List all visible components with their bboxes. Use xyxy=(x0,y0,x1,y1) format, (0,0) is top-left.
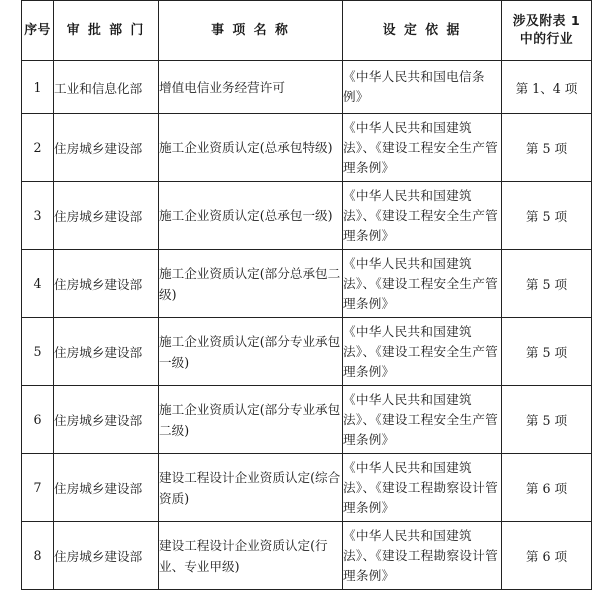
header-index: 序号 xyxy=(22,1,54,61)
row-item: 建设工程设计企业资质认定(综合资质) xyxy=(159,454,343,522)
table-row xyxy=(22,454,592,522)
table-row xyxy=(22,386,592,454)
row-industry: 第 6 项 xyxy=(502,522,592,590)
row-item: 施工企业资质认定(总承包一级) xyxy=(159,182,343,250)
header-basis: 设 定 依 据 xyxy=(343,1,502,61)
table-row xyxy=(22,61,592,114)
row-department: 住房城乡建设部 xyxy=(54,250,159,318)
row-basis: 《中华人民共和国建筑法》、《建设工程勘察设计管理条例》 xyxy=(343,522,502,590)
row-item: 施工企业资质认定(部分专业承包一级) xyxy=(159,318,343,386)
row-index: 7 xyxy=(22,454,54,522)
row-index: 6 xyxy=(22,386,54,454)
row-department: 工业和信息化部 xyxy=(54,61,159,114)
header-industry xyxy=(502,1,592,61)
row-basis: 《中华人民共和国建筑法》、《建设工程安全生产管理条例》 xyxy=(343,318,502,386)
row-index: 2 xyxy=(22,114,54,182)
row-item: 增值电信业务经营许可 xyxy=(159,61,343,114)
row-basis: 《中华人民共和国建筑法》、《建设工程安全生产管理条例》 xyxy=(343,114,502,182)
row-department: 住房城乡建设部 xyxy=(54,386,159,454)
row-basis: 《中华人民共和国建筑法》、《建设工程勘察设计管理条例》 xyxy=(343,454,502,522)
row-industry: 第 5 项 xyxy=(502,318,592,386)
row-department: 住房城乡建设部 xyxy=(54,454,159,522)
row-basis: 《中华人民共和国建筑法》、《建设工程安全生产管理条例》 xyxy=(343,182,502,250)
header-item: 事 项 名 称 xyxy=(159,1,343,61)
row-index: 4 xyxy=(22,250,54,318)
row-industry: 第 5 项 xyxy=(502,250,592,318)
row-item: 施工企业资质认定(总承包特级) xyxy=(159,114,343,182)
row-industry: 第 5 项 xyxy=(502,114,592,182)
row-industry: 第 6 项 xyxy=(502,454,592,522)
row-index: 1 xyxy=(22,61,54,114)
row-item: 施工企业资质认定(部分专业承包二级) xyxy=(159,386,343,454)
row-department: 住房城乡建设部 xyxy=(54,114,159,182)
row-item: 建设工程设计企业资质认定(行业、专业甲级) xyxy=(159,522,343,590)
approval-items-table xyxy=(21,0,592,590)
row-department: 住房城乡建设部 xyxy=(54,318,159,386)
table-row xyxy=(22,522,592,590)
row-index: 8 xyxy=(22,522,54,590)
row-index: 5 xyxy=(22,318,54,386)
table-row xyxy=(22,250,592,318)
row-basis: 《中华人民共和国建筑法》、《建设工程安全生产管理条例》 xyxy=(343,386,502,454)
row-department: 住房城乡建设部 xyxy=(54,182,159,250)
row-industry: 第 5 项 xyxy=(502,182,592,250)
table-row xyxy=(22,182,592,250)
row-industry: 第 1、4 项 xyxy=(502,61,592,114)
row-basis: 《中华人民共和国电信条例》 xyxy=(343,61,502,114)
table-row xyxy=(22,114,592,182)
row-index: 3 xyxy=(22,182,54,250)
row-department: 住房城乡建设部 xyxy=(54,522,159,590)
header-industry-line2: 中的行业 xyxy=(519,31,574,47)
row-industry: 第 5 项 xyxy=(502,386,592,454)
row-basis: 《中华人民共和国建筑法》、《建设工程安全生产管理条例》 xyxy=(343,250,502,318)
table-header-row xyxy=(22,1,592,61)
header-department: 审 批 部 门 xyxy=(54,1,159,61)
header-industry-line1: 涉及附表 1 xyxy=(512,13,581,29)
row-item: 施工企业资质认定(部分总承包二级) xyxy=(159,250,343,318)
table-row xyxy=(22,318,592,386)
